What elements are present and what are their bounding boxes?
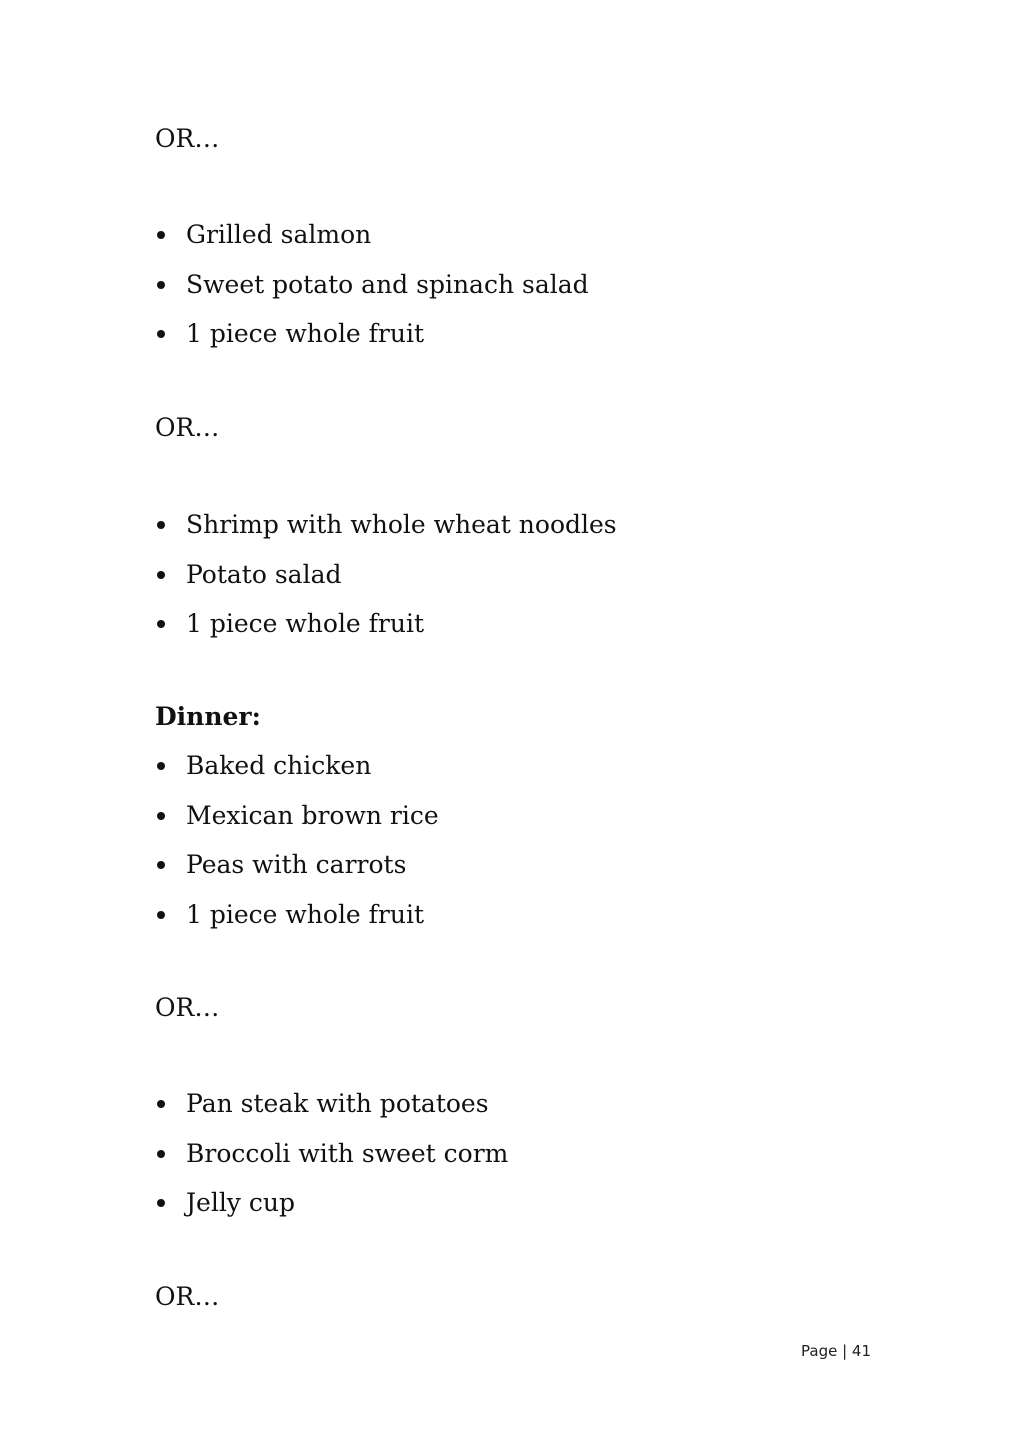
list-item-text: Peas with carrots [186,850,407,879]
list-item-text: 1 piece whole fruit [186,899,425,929]
list-item-text: Pan steak with potatoes [186,1089,489,1118]
bullet-icon [157,521,165,529]
bullet-icon [157,231,165,239]
bullet-icon [157,1100,165,1108]
list-item-text: Baked chicken [186,751,372,780]
list-item [155,850,439,900]
list-item-text: Mexican brown rice [186,800,439,830]
list-item-text: 1 piece whole fruit [186,609,425,638]
list-item-text: 1 piece whole fruit [186,319,425,348]
list-item [155,1139,508,1189]
bullet-icon [157,330,165,338]
bullet-icon [157,762,165,770]
bullet-icon [157,861,165,869]
bullet-icon [157,620,165,628]
list-item [155,801,439,851]
dinner-list [155,751,439,949]
or-label: OR… [155,1282,220,1311]
list-item [155,560,617,610]
list-item-text: Jelly cup [186,1188,295,1217]
list-item-text: Potato salad [186,559,342,589]
or-label: OR… [155,413,220,442]
list-item [155,1089,508,1139]
list-item [155,220,589,270]
list-item [155,1188,508,1238]
list-item-text: Shrimp with whole wheat noodles [186,510,617,539]
bullet-icon [157,911,165,919]
bullet-icon [157,812,165,820]
list-item [155,270,589,320]
bullet-icon [157,571,165,579]
bullet-icon [157,1199,165,1207]
option-list [155,510,617,659]
list-item-text: Grilled salmon [186,220,372,249]
list-item-text: Broccoli with sweet corm [186,1138,509,1168]
list-item-text: Sweet potato and spinach salad [186,269,589,299]
dinner-heading: Dinner: [155,702,261,731]
list-item [155,319,589,369]
list-item [155,609,617,659]
list-item [155,900,439,950]
or-label: OR… [155,124,220,153]
bullet-icon [157,281,165,289]
page-number: Page | 41 [801,1342,871,1360]
bullet-icon [157,1150,165,1158]
option-list [155,220,589,369]
list-item [155,510,617,560]
option-list [155,1089,508,1238]
or-label: OR… [155,993,220,1022]
list-item [155,751,439,801]
